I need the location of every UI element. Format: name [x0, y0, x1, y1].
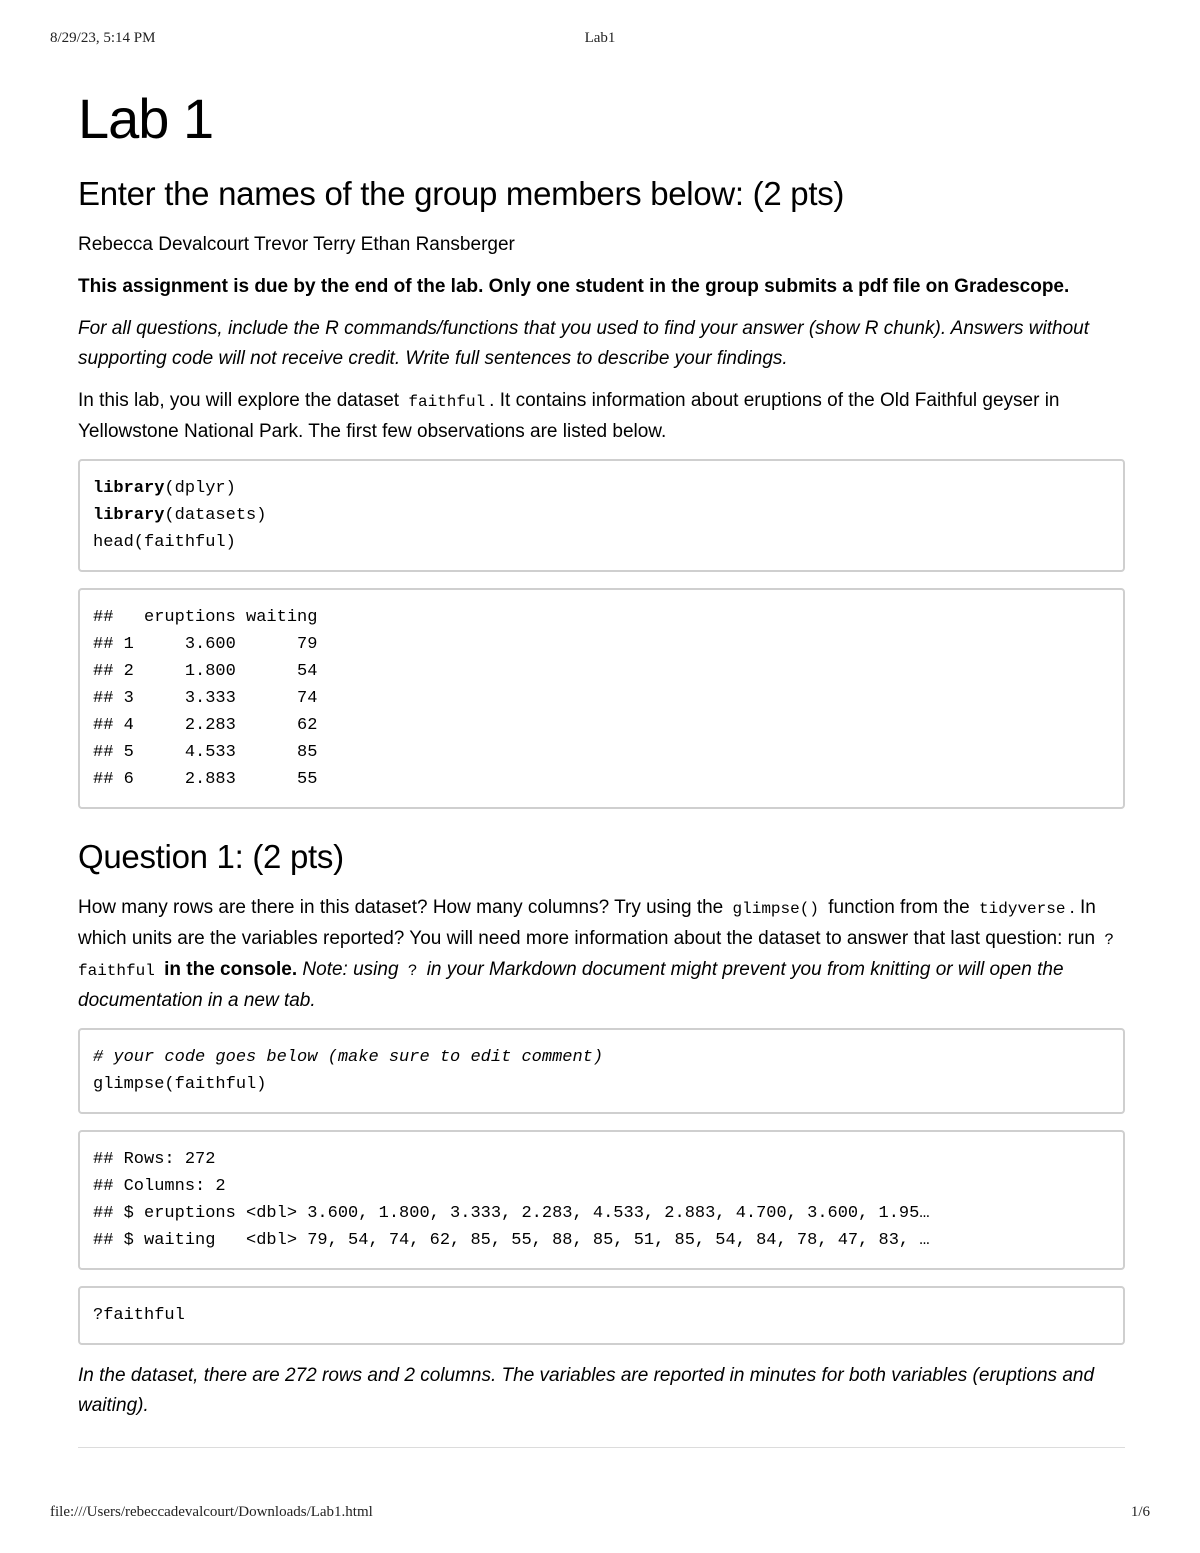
- q1-text: function from the: [828, 897, 970, 919]
- code-text: (dplyr): [164, 478, 236, 498]
- q1-code-chunk: [78, 1028, 1125, 1114]
- head-output-chunk: [78, 588, 1125, 809]
- output-header: ## eruptions waiting: [93, 607, 318, 627]
- question-1-text: [78, 893, 1125, 1016]
- inline-code-dataset: faithful: [408, 392, 486, 411]
- code-keyword: library: [93, 505, 165, 525]
- output-line: ## Rows: 272: [93, 1150, 216, 1170]
- output-line: ## Columns: 2: [93, 1177, 226, 1197]
- intro-text-before: In this lab, you will explore the dataset: [78, 389, 400, 411]
- q1-note: in your Markdown document might prevent you from knitting or will open the documentation in a new tab.: [78, 959, 1064, 1012]
- output-row: ## 1 3.600 79: [93, 634, 318, 654]
- print-datetime: 8/29/23, 5:14 PM: [50, 30, 156, 46]
- print-file-path: file:///Users/rebeccadevalcourt/Downloads/Lab1.html: [50, 1504, 373, 1520]
- inline-code-tidyverse: tidyverse: [979, 900, 1066, 919]
- q1-note: Note: using: [302, 959, 399, 981]
- code-text: (datasets): [164, 505, 267, 525]
- output-row: ## 6 2.883 55: [93, 769, 318, 789]
- output-row: ## 3 3.333 74: [93, 688, 318, 708]
- group-members-heading: Enter the names of the group members below: (2 pts): [78, 174, 845, 212]
- print-page-number: 1/6: [1130, 1504, 1150, 1520]
- intro-paragraph: [78, 386, 1125, 447]
- q1-text: How many rows are there in this dataset? How many columns? Try using the: [78, 897, 724, 919]
- group-members-text: Rebecca Devalcourt Trevor Terry Ethan Ransberger: [78, 233, 515, 255]
- output-row: ## 2 1.800 54: [93, 661, 318, 681]
- q1-text: . In which units are the variables reported? You will need more information about the dataset to answer that last question: run: [78, 897, 1096, 950]
- page-title: Lab 1: [78, 87, 214, 150]
- print-doc-title: Lab1: [584, 30, 616, 46]
- code-line: [93, 475, 1110, 502]
- question-1-heading: Question 1: (2 pts): [78, 837, 344, 875]
- output-line: ## $ waiting <dbl> 79, 54, 74, 62, 85, 55, 88, 85, 51, 85, 54, 84, 78, 47, 83, …: [93, 1231, 930, 1251]
- glimpse-output-chunk: [78, 1130, 1125, 1270]
- output-row: ## 5 4.533 85: [93, 742, 318, 762]
- q1-bold-text: in the console.: [164, 959, 298, 981]
- inline-code-question-mark: ?: [407, 962, 418, 981]
- divider: [78, 1447, 1125, 1448]
- due-notice: This assignment is due by the end of the lab. Only one student in the group submits a pdf file on Gradescope.: [78, 275, 1070, 297]
- inline-code-glimpse: glimpse(): [732, 900, 819, 919]
- intro-text-after: . It contains information about eruptions of the Old Faithful geyser in Yellowstone National Park. The first few observations are listed below.: [78, 389, 1060, 442]
- setup-code-chunk: [78, 459, 1125, 572]
- question-1-answer: In the dataset, there are 272 rows and 2 columns. The variables are reported in minutes for both variables (eruptions and waiting).: [78, 1365, 1095, 1417]
- code-line: glimpse(faithful): [93, 1075, 267, 1095]
- code-line: head(faithful): [93, 532, 236, 552]
- output-line: ## $ eruptions <dbl> 3.600, 1.800, 3.333, 2.283, 4.533, 2.883, 4.700, 3.600, 1.95…: [93, 1204, 930, 1224]
- code-keyword: library: [93, 478, 165, 498]
- code-line: [93, 502, 1110, 529]
- code-line: ?faithful: [93, 1306, 185, 1326]
- output-row: ## 4 2.283 62: [93, 715, 318, 735]
- help-code-chunk: [78, 1286, 1125, 1345]
- document-body: [78, 80, 1125, 1448]
- inline-code-help: ?faithful: [78, 931, 1115, 981]
- code-comment: # your code goes below (make sure to edit comment): [93, 1048, 604, 1068]
- instructions: For all questions, include the R commands/functions that you used to find your answer (show R chunk). Answers without supporting code will not receive credit. Write full sentences to describe your findings.: [78, 317, 1090, 369]
